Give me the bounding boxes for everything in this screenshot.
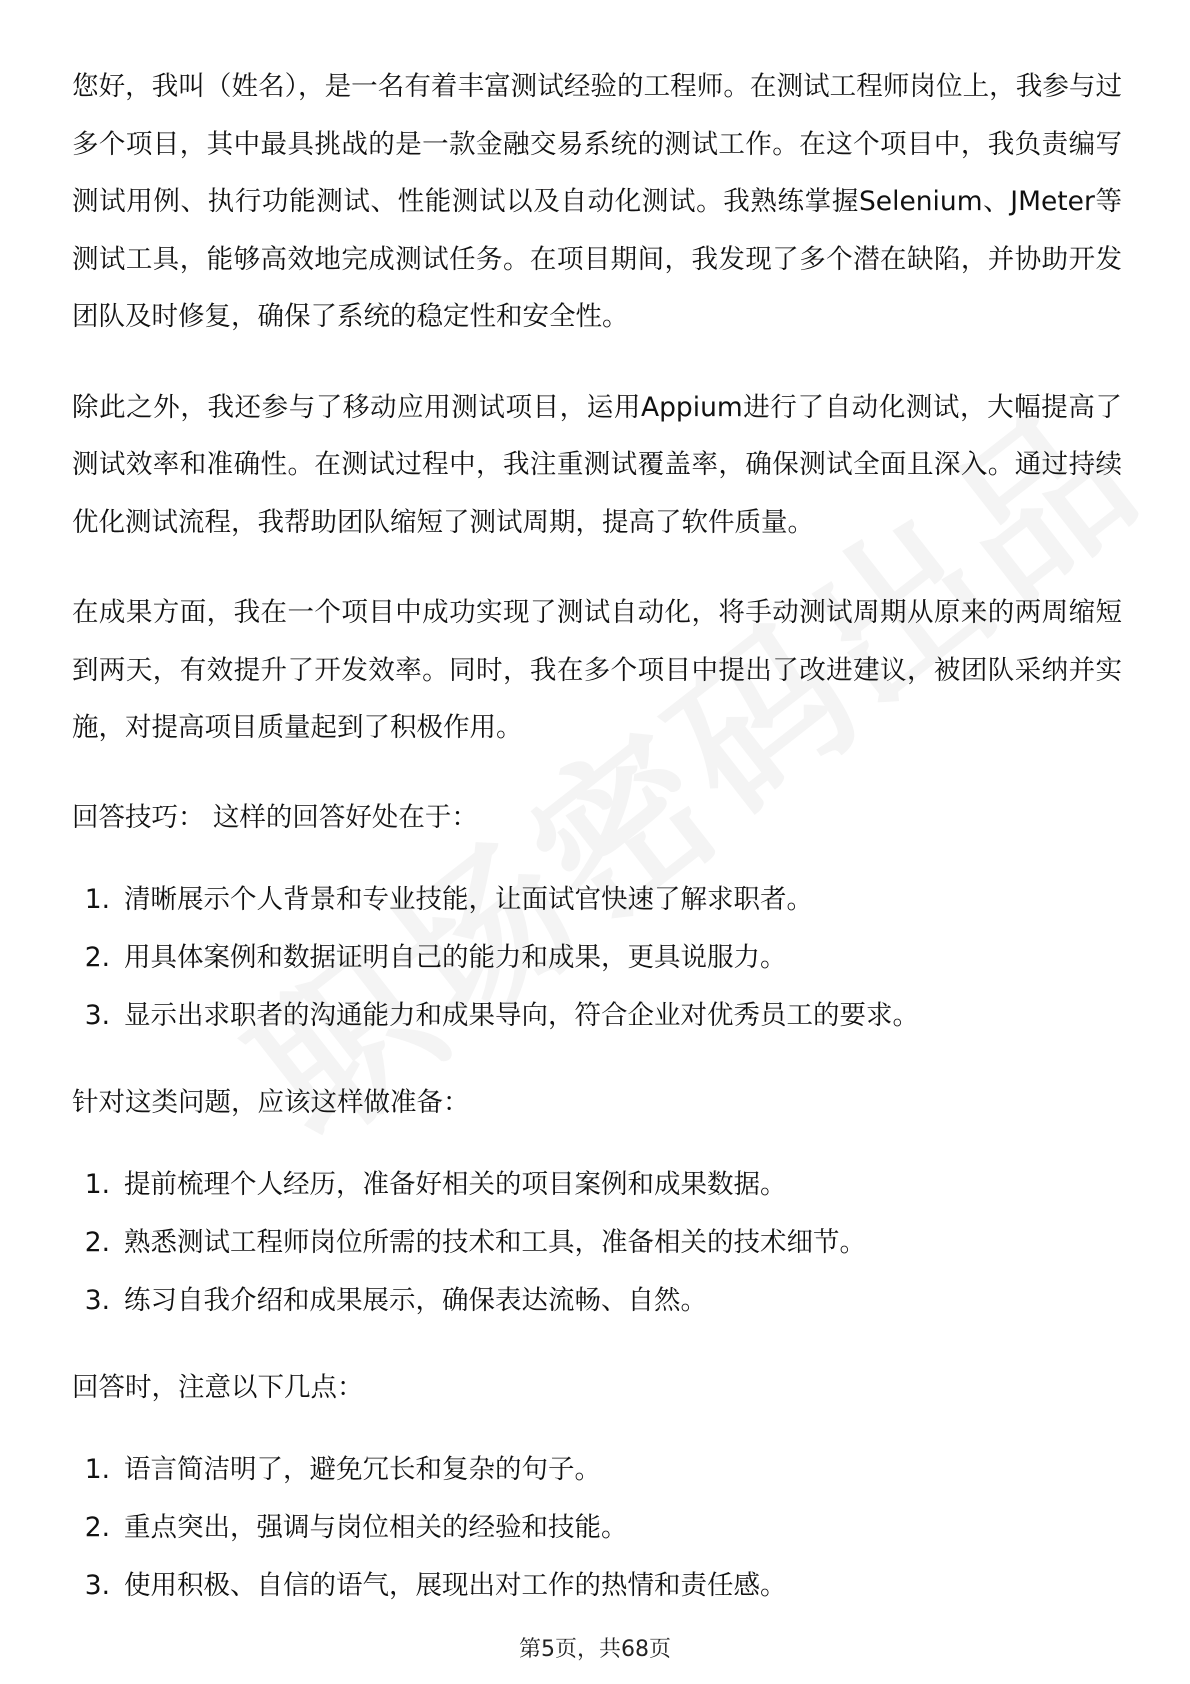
list-item [72,1441,1122,1499]
section-heading-preparation: 针对这类问题，应该这样做准备： [72,1086,470,1118]
list-item-text: 练习自我介绍和成果展示，确保表达流畅、自然。 [124,1284,707,1316]
paragraph-achievements: 在成果方面，我在一个项目中成功实现了测试自动化，将手动测试周期从原来的两周缩短到两天，有效提升了开发效率。同时，我在多个项目中提出了改进建议，被团队采纳并实施，对提高项目质量起到了积极作用。 [72,597,1122,743]
list-item [72,1156,1122,1214]
tips-list [72,871,1122,1045]
list-item-text: 显示出求职者的沟通能力和成果导向，符合企业对优秀员工的要求。 [124,999,919,1031]
list-item [72,929,1122,987]
list-item-text: 清晰展示个人背景和专业技能，让面试官快速了解求职者。 [124,883,813,915]
list-item-number: 1. [84,883,110,915]
list-item-number: 2. [84,1226,110,1258]
list-item-number: 3. [84,1284,110,1316]
list-item-number: 2. [84,941,110,973]
preparation-list [72,1156,1122,1330]
list-item [72,1499,1122,1557]
list-item [72,987,1122,1045]
list-item-number: 3. [84,999,110,1031]
page-number-footer: 第5页，共68页 [519,1637,671,1662]
list-item-text: 提前梳理个人经历，准备好相关的项目案例和成果数据。 [124,1168,787,1200]
list-item-number: 1. [84,1168,110,1200]
list-item-text: 熟悉测试工程师岗位所需的技术和工具，准备相关的技术细节。 [124,1226,866,1258]
list-item [72,1272,1122,1330]
list-item-text: 使用积极、自信的语气，展现出对工作的热情和责任感。 [124,1569,787,1601]
list-item-text: 重点突出，强调与岗位相关的经验和技能。 [124,1511,628,1543]
list-item-text: 用具体案例和数据证明自己的能力和成果，更具说服力。 [124,941,787,973]
list-item-number: 2. [84,1511,110,1543]
paragraph-intro: 您好，我叫（姓名），是一名有着丰富测试经验的工程师。在测试工程师岗位上，我参与过多个项目，其中最具挑战的是一款金融交易系统的测试工作。在这个项目中，我负责编写测试用例、执行功能测试、性能测试以及自动化测试。我熟练掌握Selenium、JMeter等测试工具，能够高效地完成测试任务。在项目期间，我发现了多个潜在缺陷，并协助开发团队及时修复，确保了系统的稳定性和安全性。 [72,71,1122,332]
list-item [72,871,1122,929]
list-item [72,1557,1122,1615]
paragraph-mobile-testing: 除此之外，我还参与了移动应用测试项目，运用Appium进行了自动化测试，大幅提高了测试效率和准确性。在测试过程中，我注重测试覆盖率，确保测试全面且深入。通过持续优化测试流程，我帮助团队缩短了测试周期，提高了软件质量。 [72,391,1122,538]
list-item-text: 语言简洁明了，避免冗长和复杂的句子。 [124,1453,601,1485]
section-heading-notes: 回答时，注意以下几点： [72,1371,364,1403]
list-item-number: 1. [84,1453,110,1485]
page-content [72,58,1122,1645]
list-item [72,1214,1122,1272]
list-item-number: 3. [84,1569,110,1601]
notes-list [72,1441,1122,1615]
section-heading-tips: 回答技巧： 这样的回答好处在于： [72,801,478,833]
